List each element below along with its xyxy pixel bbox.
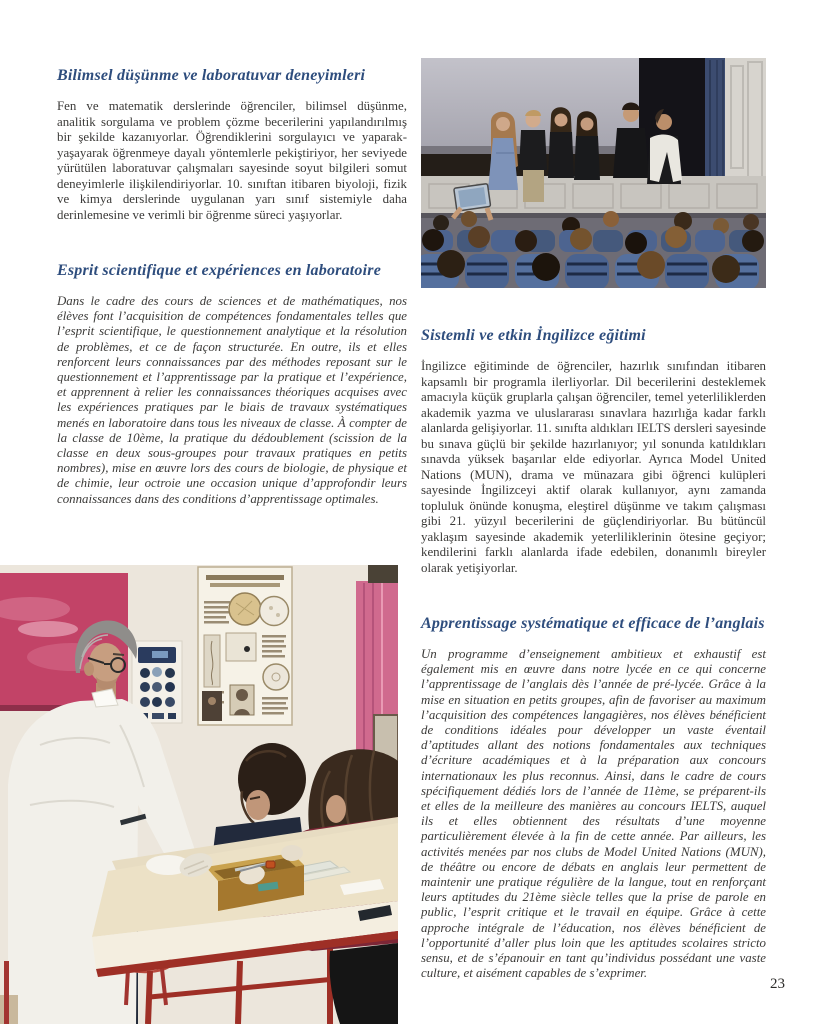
lab-photo-graphic	[0, 565, 398, 1024]
heading-science-french: Esprit scientifique et expériences en laboratoire	[57, 262, 381, 279]
auditorium-photo	[421, 58, 766, 288]
paragraph-english-turkish: İngilizce eğitiminde de öğrenciler, hazırlık sınıfından itibaren kapsamlı bir programla ilerliyorlar. Dil becerilerini desteklemek amacıyla küçük gruplarla çalışan öğrenciler, temel yeterliliklerden akademik yazma ve uluslararası sınavlara hazırlığa kadar farklı alanlarda gelişiyorlar. 11. sınıfta aldıkları IELTS dersleri sayesinde bu sınava güçlü bir şekilde hazırlanıyor; yıl sonunda katıldıkları sınavda yüksek başarılar elde ediyorlar. Ayrıca Model United Nations (MUN), drama ve münazara gibi öğrenci kulüpleri sayesinde İngilizceyi aktif olarak kullanıyor, aynı zamanda topluluk önünde konuşma, eleştirel düşünme ve takım çalışması gibi 21. yüzyıl becerilerini de güçlendiriyorlar. Bu bütüncül yaklaşım sayesinde akademik yeterliliklerinin ötesine geçiyor; kendilerini farklı alanlarda ifade edebilen, donanımlı bireyler olarak yetişiyorlar.	[421, 359, 766, 575]
left-column	[57, 66, 407, 507]
heading-english-turkish: Sistemli ve etkin İngilizce eğitimi	[421, 327, 646, 344]
paragraph-science-turkish: Fen ve matematik derslerinde öğrenciler, bilimsel düşünme, analitik sorgulama ve problem çözme becerilerini yapılandırılmış bir şekilde kazanıyorlar. Öğrendiklerini sorgulayıcı ve yaparak-yaşayarak öğrenmeye dayalı yöntemlerle pekiştiriyor, her seviyede yürütülen laboratuvar çalışmaları sayesinde soyut bilgileri somut deneyimlerle ilişkilendiriyorlar. 10. sınıftan itibaren biyoloji, fizik ve kimya derslerinde uygulanan yarı sınıf sistemiyle daha derinlemesine ve verimli bir öğrenme süreci yaşıyorlar.	[57, 99, 407, 222]
paragraph-english-french: Un programme d’enseignement ambitieux et exhaustif est également mis en œuvre dans notre lycée en ce qui concerne l’apprentissage de l’anglais dès l’année de pré-lycée. Grâce à la mise en situation en petits groupes, afin de favoriser au maximum l’acquisition des compétences langagières, nos élèves bénéficient de conditions idéales pour développer un vaste éventail d’aptitudes allant des notions fondamentales aux techniques d’écriture académiques et à la préparation aux concours internationaux les plus reconnus. Ainsi, dans le cadre de cours spécifiquement dédiés lors de l’année de 11ème, se préparent-ils et elles de la meilleure des manières au concours IELTS, auquel ils et elles obtiennent des résultats d’une moyenne particulièrement élevée à la fin de cette année. Par ailleurs, les activités menées par nos clubs de Model United Nations (MUN), de théâtre ou encore de débats en anglais leur permettent de maintenir une pratique régulière de la langue, tout en renforçant leurs aptitudes du 21ème siècle telles que la prise de parole en public, l’esprit critique et le travail en équipe. Grâce à cette approche intégrale de l’éducation, nos élèves bénéficient de l’opportunité d’aller plus loin que les aptitudes scolaires stricto sensu, et de s’épanouir en tant qu’individus possédant une vaste culture, et aisément capables de s’exprimer.	[421, 647, 766, 981]
right-column	[421, 58, 766, 981]
lab-photo	[0, 565, 398, 1024]
page-number: 23	[770, 976, 785, 992]
heading-science-turkish: Bilimsel düşünme ve laboratuvar deneyimleri	[57, 67, 366, 84]
paragraph-science-french: Dans le cadre des cours de sciences et de mathématiques, nos élèves font l’acquisition de compétences fondamentales telles que l’esprit scientifique, le questionnement analytique et la résolution de problèmes, et ce de façon structurée. En outre, ils et elles renforcent leurs connaissances par des méthodes reposant sur le questionnement et l’apprentissage par la pratique et l’expérience, et apprennent à relier les connaissances théoriques acquises avec les expériences pratiques par le biais de travaux systématiques menés en laboratoire dans tous les niveaux de classe. À compter de la classe de 10ème, la pratique du dédoublement (scission de la classe en deux sous-groupes pour travaux pratiques en petits nombres), mise en œuvre lors des cours de biologie, de physique et de chimie, leur octroie une occasion unique d’approfondir leurs connaissances dans des conditions d’apprentissage optimales.	[57, 294, 407, 506]
auditorium-photo-graphic	[421, 58, 766, 288]
science-poster	[198, 567, 292, 725]
heading-english-french: Apprentissage systématique et efficace de l’anglais	[421, 615, 765, 632]
